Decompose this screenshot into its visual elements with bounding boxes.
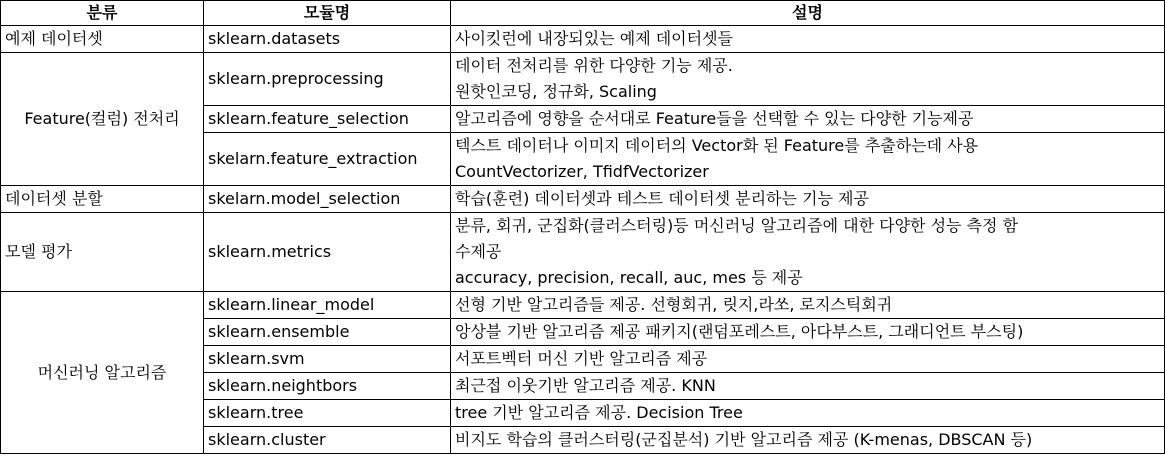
header-row xyxy=(1,1,1165,26)
table-row xyxy=(1,292,1165,319)
description-cell xyxy=(451,106,1165,133)
description-cell xyxy=(451,133,1165,186)
description-line: 선형 기반 알고리즘들 제공. 선형회귀, 릿지,라쏘, 로지스틱회귀 xyxy=(455,295,893,314)
description-line: 비지도 학습의 클러스터링(군집분석) 기반 알고리즘 제공 (K-menas, DBSCAN 등) xyxy=(455,430,1033,449)
category-cell: 예제 데이터셋 xyxy=(1,26,204,53)
category-cell: 데이터셋 분할 xyxy=(1,186,204,213)
module-cell: sklearn.metrics xyxy=(204,213,451,292)
module-cell: sklearn.feature_selection xyxy=(204,106,451,133)
description-cell xyxy=(451,292,1165,319)
category-cell: 모델 평가 xyxy=(1,213,204,292)
description-line: 원핫인코딩, 정규화, Scaling xyxy=(455,82,657,101)
description-line: 분류, 회귀, 군집화(클러스터링)등 머신러닝 알고리즘에 대한 다양한 성능 측정 함 xyxy=(455,216,1019,235)
module-cell: sklearn.datasets xyxy=(204,26,451,53)
description-cell xyxy=(451,26,1165,53)
description-cell xyxy=(451,427,1165,454)
description-line: accuracy, precision, recall, auc, mes 등 제공 xyxy=(455,268,803,287)
category-cell: 머신러닝 알고리즘 xyxy=(1,292,204,454)
module-cell: sklearn.neightbors xyxy=(204,373,451,400)
description-cell xyxy=(451,213,1165,292)
description-line: 서포트벡터 머신 기반 알고리즘 제공 xyxy=(455,349,708,368)
header-description: 설명 xyxy=(451,1,1165,26)
description-line: 텍스트 데이터나 이미지 데이터의 Vector화 된 Feature를 추출하는데 사용 xyxy=(455,136,979,155)
table-row xyxy=(1,53,1165,106)
description-line: tree 기반 알고리즘 제공. Decision Tree xyxy=(455,403,743,422)
description-cell xyxy=(451,53,1165,106)
module-cell: sklearn.tree xyxy=(204,400,451,427)
module-cell: sklearn.cluster xyxy=(204,427,451,454)
table-row xyxy=(1,186,1165,213)
description-cell xyxy=(451,346,1165,373)
description-cell xyxy=(451,400,1165,427)
description-cell xyxy=(451,186,1165,213)
module-cell: sklearn.preprocessing xyxy=(204,53,451,106)
module-cell: sklearn.linear_model xyxy=(204,292,451,319)
table-row xyxy=(1,26,1165,53)
module-cell: skelarn.model_selection xyxy=(204,186,451,213)
table-row xyxy=(1,213,1165,292)
description-line: 데이터 전처리를 위한 다양한 기능 제공. xyxy=(455,56,733,75)
description-cell xyxy=(451,319,1165,346)
description-line: 수제공 xyxy=(455,242,502,261)
module-cell: sklearn.ensemble xyxy=(204,319,451,346)
module-cell: sklearn.svm xyxy=(204,346,451,373)
description-line: 알고리즘에 영향을 순서대로 Feature들을 선택할 수 있는 다양한 기능제공 xyxy=(455,109,974,128)
description-line: CountVectorizer, TfidfVectorizer xyxy=(455,162,709,181)
header-category: 분류 xyxy=(1,1,204,26)
module-cell: skelarn.feature_extraction xyxy=(204,133,451,186)
description-line: 앙상블 기반 알고리즘 제공 패키지(랜덤포레스트, 아다부스트, 그래디언트 부스팅) xyxy=(455,322,1024,341)
description-line: 학습(훈련) 데이터셋과 테스트 데이터셋 분리하는 기능 제공 xyxy=(455,189,869,208)
description-line: 사이킷런에 내장되있는 예제 데이터셋들 xyxy=(455,29,734,48)
description-cell xyxy=(451,373,1165,400)
description-line: 최근접 이웃기반 알고리즘 제공. KNN xyxy=(455,376,716,395)
header-module: 모듈명 xyxy=(204,1,451,26)
category-cell: Feature(컬럼) 전처리 xyxy=(1,53,204,186)
